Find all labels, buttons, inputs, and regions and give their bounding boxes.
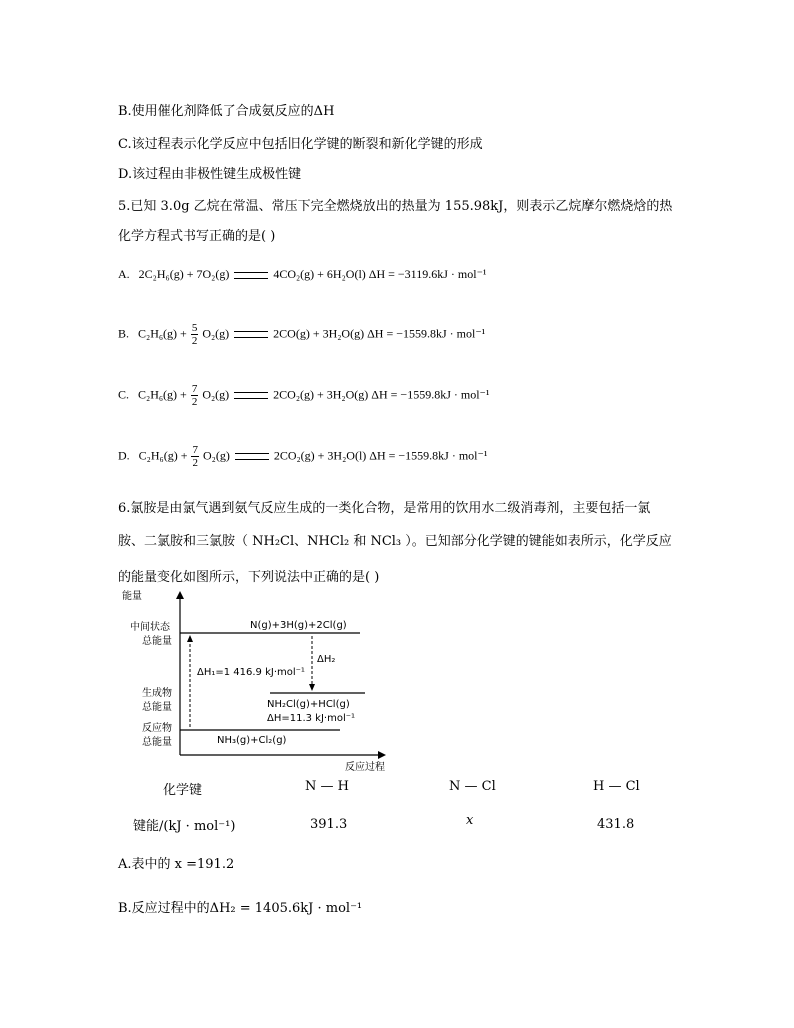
energy-diagram bbox=[120, 590, 390, 775]
product-label-2: 总能量 bbox=[142, 702, 172, 713]
y-axis-label: 能量 bbox=[122, 591, 142, 602]
x-axis-arrow bbox=[378, 751, 386, 759]
table-row-label: 键能/(kJ · mol⁻¹) bbox=[133, 819, 236, 834]
eq-c-rhs: 2CO₂(g) + 3H₂O(g) ΔH = −1559.8kJ · mol⁻¹ bbox=[273, 387, 490, 402]
eq-d-num: 7 bbox=[192, 444, 198, 456]
mid-state-label-2: 总能量 bbox=[142, 636, 172, 647]
table-value-hcl: 431.8 bbox=[597, 817, 635, 832]
reactant-label-2: 总能量 bbox=[142, 737, 172, 748]
eq-c-num: 7 bbox=[191, 383, 198, 395]
question-6-line-2: 胺、二氯胺和三氯胺（ NH₂Cl、NHCl₂ 和 NCl₃ ）。已知部分化学键的键能如表所示，化学反应 bbox=[118, 534, 672, 549]
eq-a-label: A. bbox=[118, 267, 130, 281]
eq-b-fraction bbox=[191, 322, 199, 347]
eq-c-den: 2 bbox=[191, 396, 198, 408]
eq-b-mid: O₂(g) bbox=[202, 326, 230, 341]
option-c-bonds: C.该过程表示化学反应中包括旧化学键的断裂和新化学键的形成 bbox=[118, 137, 483, 152]
eq-a-rhs: 4CO₂(g) + 6H₂O(l) ΔH = −3119.6kJ · mol⁻¹ bbox=[273, 267, 487, 281]
table-header-nh: N — H bbox=[305, 779, 349, 794]
equation-d bbox=[118, 444, 487, 469]
dh-label: ΔH=11.3 kJ·mol⁻¹ bbox=[267, 713, 356, 724]
product-species: NH₂Cl(g)+HCl(g) bbox=[267, 699, 350, 710]
eq-d-rhs: 2CO₂(g) + 3H₂O(l) ΔH = −1559.8kJ · mol⁻¹ bbox=[273, 448, 488, 463]
table-header-ncl: N — Cl bbox=[449, 779, 496, 794]
option-b-catalyst: B.使用催化剂降低了合成氨反应的ΔH bbox=[118, 104, 335, 119]
dh2-arrowhead bbox=[309, 684, 315, 691]
answer-b: B.反应过程中的ΔH₂ = 1405.6kJ · mol⁻¹ bbox=[118, 901, 363, 916]
equation-c bbox=[118, 383, 489, 408]
question-6-line-3: 的能量变化如图所示，下列说法中正确的是( ) bbox=[118, 570, 380, 585]
eq-c-lhs: C₂H₆(g) + bbox=[138, 387, 187, 402]
eq-d-fraction bbox=[191, 444, 199, 469]
question-5-line-2: 化学方程式书写正确的是( ) bbox=[118, 229, 276, 244]
dh1-label: ΔH₁=1 416.9 kJ·mol⁻¹ bbox=[197, 667, 305, 678]
eq-c-fraction bbox=[191, 383, 199, 408]
eq-b-den: 2 bbox=[191, 335, 198, 347]
table-header-hcl: H — Cl bbox=[593, 779, 640, 794]
reactant-species: NH₃(g)+Cl₂(g) bbox=[217, 735, 287, 746]
eq-d-den: 2 bbox=[192, 457, 198, 469]
eq-b-lhs: C₂H₆(g) + bbox=[138, 326, 187, 341]
dh2-label: ΔH₂ bbox=[317, 654, 336, 665]
eq-d-lhs: C₂H₆(g) + bbox=[138, 448, 188, 463]
equation-b bbox=[118, 322, 485, 347]
equation-a bbox=[118, 267, 487, 282]
answer-a: A.表中的 x =191.2 bbox=[118, 857, 235, 872]
eq-b-num: 5 bbox=[191, 322, 198, 334]
mid-state-species: N(g)+3H(g)+2Cl(g) bbox=[250, 620, 347, 631]
mid-state-label-1: 中间状态 bbox=[130, 622, 170, 633]
dh1-arrowhead bbox=[187, 635, 193, 642]
question-5-line-1: 5.已知 3.0g 乙烷在常温、常压下完全燃烧放出的热量为 155.98kJ，则表示乙烷摩尔燃烧焓的热 bbox=[118, 199, 673, 214]
eq-b-rhs: 2CO(g) + 3H₂O(g) ΔH = −1559.8kJ · mol⁻¹ bbox=[273, 326, 486, 341]
eq-b-arrow bbox=[234, 331, 268, 338]
question-6-line-1: 6.氯胺是由氯气遇到氨气反应生成的一类化合物，是常用的饮用水二级消毒剂，主要包括一氯 bbox=[118, 501, 651, 516]
eq-d-mid: O₂(g) bbox=[202, 448, 230, 463]
eq-c-mid: O₂(g) bbox=[202, 387, 230, 402]
y-axis-arrow bbox=[176, 591, 184, 599]
table-value-nh: 391.3 bbox=[310, 817, 348, 832]
table-value-ncl: x bbox=[466, 813, 474, 828]
eq-b-label: B. bbox=[118, 326, 130, 341]
eq-a-arrow bbox=[234, 272, 268, 279]
eq-a-lhs: 2C₂H₆(g) + 7O₂(g) bbox=[138, 267, 230, 281]
reactant-label-1: 反应物 bbox=[142, 723, 172, 734]
eq-c-arrow bbox=[234, 392, 268, 399]
eq-d-label: D. bbox=[118, 448, 130, 463]
eq-c-label: C. bbox=[118, 387, 130, 402]
option-d-polar: D.该过程由非极性键生成极性键 bbox=[118, 167, 302, 182]
x-axis-label: 反应过程 bbox=[345, 762, 385, 773]
table-header-bond: 化学键 bbox=[163, 783, 203, 798]
product-label-1: 生成物 bbox=[142, 688, 172, 699]
eq-d-arrow bbox=[235, 453, 269, 460]
